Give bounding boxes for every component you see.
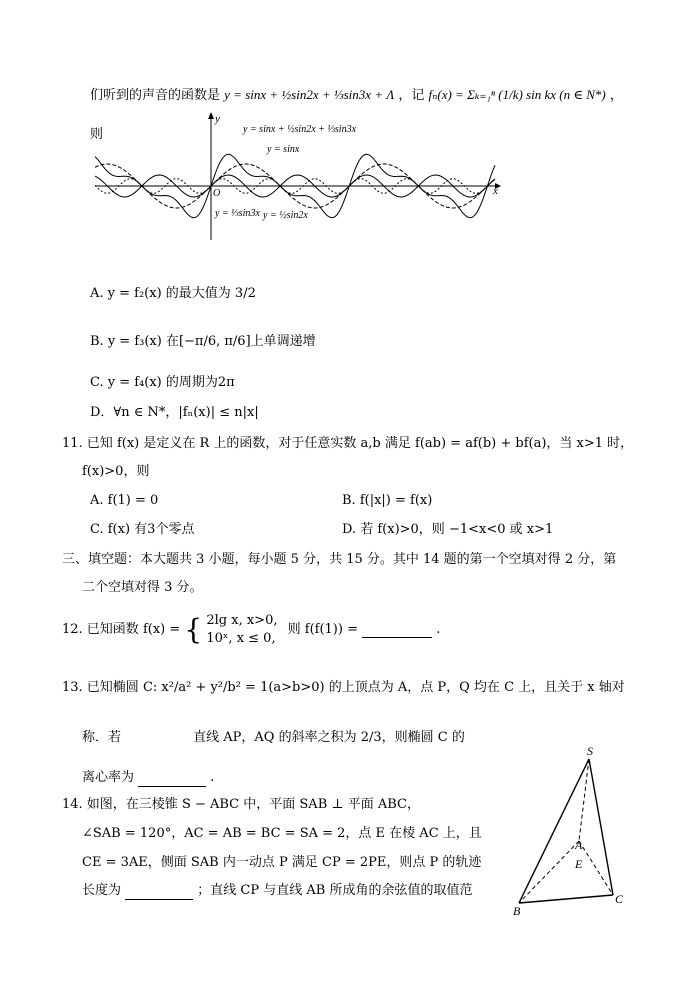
- q11-option-c: C. f(x) 有3个零点: [90, 522, 195, 537]
- q13-line-2a: 称．若: [82, 730, 122, 745]
- q11-option-d: D. 若 f(x)>0，则 −1<x<0 或 x>1: [342, 522, 554, 537]
- label-sin2x: y = ½sin2x: [263, 210, 308, 221]
- q10-fn-definition: fₙ(x) = Σₖ₌₁ⁿ (1/k) sin kx (n ∈ N*): [428, 87, 606, 102]
- q10-option-d: D．∀n ∈ N*，|fₙ(x)| ≤ n|x|: [90, 405, 259, 420]
- q10-option-a: A. y = f₂(x) 的最大值为 3/2: [90, 286, 256, 301]
- q10-intro-text: 们听到的声音的函数是: [90, 88, 221, 103]
- q10-intro-mid: ，记: [398, 88, 425, 103]
- q10-option-c: C. y = f₄(x) 的周期为2π: [90, 375, 235, 390]
- vertex-A-label: A: [575, 838, 583, 852]
- q12: [62, 612, 440, 652]
- q12-end: .: [436, 622, 441, 637]
- q10-intro-end: ，: [609, 88, 623, 103]
- vertex-S-label: S: [587, 745, 593, 758]
- q10-option-b: B. y = f₃(x) 在[−π/6, π/6]上单调递增: [90, 334, 316, 349]
- q12-case-1: 2lg x, x>0,: [206, 613, 278, 628]
- q14-line-1: 14. 如图，在三棱锥 S − ABC 中，平面 SAB ⊥ 平面 ABC，: [62, 797, 420, 812]
- label-sinx: y = sinx: [267, 144, 300, 155]
- q14-line-4: [82, 882, 472, 900]
- edge-BC: [519, 895, 613, 903]
- q10-sine-graph: [95, 112, 515, 242]
- origin-label: O: [213, 188, 221, 199]
- edge-SC: [589, 759, 613, 895]
- vertex-C-label: C: [615, 892, 624, 906]
- edge-SA: [579, 759, 589, 841]
- point-E-label: E: [575, 857, 583, 871]
- q14-line-2: ∠SAB = 120°，AC = AB = BC = SA = 2，点 E 在棱 AC 上，且: [82, 826, 482, 841]
- label-sin3x: y = ⅓sin3x: [215, 208, 260, 219]
- q13-line-2b: 直线 AP，AQ 的斜率之积为 2/3，则椭圆 C 的: [193, 730, 465, 745]
- q11-option-a: A. f(1) = 0: [90, 493, 159, 508]
- q11-stem-1: 11. 已知 f(x) 是定义在 R 上的函数，对于任意实数 a,b 满足 f(ab) = af(b) + bf(a)，当 x>1 时，: [62, 436, 634, 451]
- q14-answer-blank-1[interactable]: [125, 885, 193, 900]
- q14-pyramid-figure: [505, 745, 635, 915]
- q13-answer-blank[interactable]: [138, 772, 206, 787]
- q13-line-1: 13. 已知椭圆 C: x²/a² + y²/b² = 1(a>b>0) 的上顶点为 A，点 P，Q 均在 C 上，且关于 x 轴对: [62, 680, 625, 695]
- q13-line-2: [82, 729, 465, 747]
- q14-line-3: CE = 3AE，侧面 SAB 内一动点 P 满足 CP = 2PE，则点 P 的轨迹: [82, 855, 482, 870]
- axis-x-label: x: [493, 185, 498, 197]
- section3-line-1: 三、填空题：本大题共 3 小题，每小题 5 分，共 15 分。其中 14 题的第一个空填对得 2 分，第: [62, 552, 617, 567]
- q13-line-3-text: 离心率为: [82, 770, 135, 785]
- edge-AB: [519, 841, 579, 903]
- vertex-B-label: B: [513, 904, 521, 915]
- q11-stem-2: f(x)>0，则: [82, 464, 150, 479]
- q12-pre: 12. 已知函数 f(x) =: [62, 622, 181, 637]
- q13-line-3: [82, 769, 214, 787]
- q13-line-3-end: .: [210, 770, 215, 785]
- label-sum: y = sinx + ½sin2x + ⅓sin3x: [243, 124, 357, 135]
- q10-then: 则: [90, 127, 104, 142]
- y-axis-arrow: [208, 112, 214, 119]
- q14-line-4b: ；直线 CP 与直线 AB 所成角的余弦值的取值范: [197, 883, 473, 898]
- q10-function: y = sinx + ½sin2x + ⅓sin3x + Λ: [224, 87, 395, 102]
- axis-y-label: y: [215, 113, 220, 125]
- q12-brace: {: [184, 613, 203, 646]
- q12-case-2: 10ˣ, x ≤ 0,: [206, 631, 276, 646]
- q12-post: 则 f(f(1)) =: [287, 622, 358, 637]
- section3-line-2: 二个空填对得 3 分。: [82, 580, 203, 595]
- edge-SB: [519, 759, 589, 903]
- q10-intro: [90, 86, 623, 105]
- q12-answer-blank[interactable]: [362, 623, 432, 638]
- q11-option-b: B. f(|x|) = f(x): [342, 493, 433, 508]
- q14-line-4a: 长度为: [82, 883, 122, 898]
